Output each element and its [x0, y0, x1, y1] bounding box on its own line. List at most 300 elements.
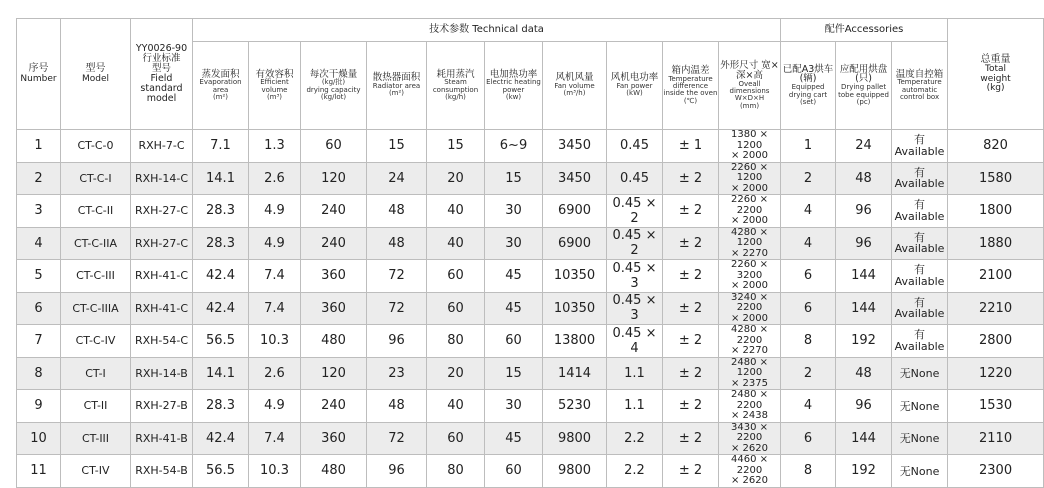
control-box-status: 无None [899, 432, 940, 446]
cell-temperature-control-box [892, 227, 948, 260]
cell-model: CT-C-0 [61, 130, 131, 163]
col-cn: 电加热功率 [489, 68, 538, 80]
dimension-line: 3240 × 2200 [731, 291, 769, 313]
table-row [17, 357, 1044, 390]
cell-radiator-area: 72 [367, 260, 427, 293]
col-unit: (m²) [212, 93, 229, 102]
cell-overall-dimensions [719, 195, 781, 228]
cell-field-standard-model: RXH-41-B [131, 422, 193, 455]
cell-number: 5 [17, 260, 61, 293]
control-box-status: 有 [914, 328, 926, 342]
cell-field-standard-model: RXH-54-B [131, 455, 193, 488]
cell-field-standard-model: RXH-27-B [131, 390, 193, 423]
cell-radiator-area: 96 [367, 455, 427, 488]
cell-radiator-area: 48 [367, 195, 427, 228]
cell-number: 1 [17, 130, 61, 163]
cell-drying-capacity: 360 [301, 260, 367, 293]
control-box-status: 有 [914, 165, 926, 179]
cell-electric-heating-power: 15 [485, 162, 543, 195]
header-weight-en1: Total [985, 64, 1007, 75]
header-std-en3: model [146, 92, 177, 104]
cell-total-weight: 2300 [948, 455, 1044, 488]
dimension-line: × 2000 [731, 182, 769, 194]
cell-number: 3 [17, 195, 61, 228]
table-row [17, 227, 1044, 260]
cell-temperature-difference: ± 2 [663, 292, 719, 325]
cell-evaporation-area: 56.5 [193, 325, 249, 358]
cell-temperature-difference: ± 2 [663, 455, 719, 488]
cell-model: CT-III [61, 422, 131, 455]
col-en: drying capacity [306, 85, 361, 94]
col-en: Fan volume [554, 82, 595, 91]
cell-drying-capacity: 240 [301, 227, 367, 260]
cell-drying-pallet: 24 [836, 130, 892, 163]
header-model [61, 19, 131, 130]
control-box-status-en: Available [894, 274, 945, 288]
cell-drying-capacity: 60 [301, 130, 367, 163]
cell-equipped-drying-cart: 4 [781, 390, 836, 423]
cell-steam-consumption: 60 [427, 292, 485, 325]
cell-evaporation-area: 42.4 [193, 292, 249, 325]
cell-fan-volume: 13800 [543, 325, 607, 358]
cell-total-weight: 1800 [948, 195, 1044, 228]
cell-number: 8 [17, 357, 61, 390]
dimension-line: 2260 × 3200 [731, 259, 769, 281]
cell-electric-heating-power: 30 [485, 195, 543, 228]
col-unit: (pc) [856, 98, 871, 107]
cell-fan-power: 0.45 × 3 [607, 260, 663, 293]
cell-total-weight: 1880 [948, 227, 1044, 260]
header-weight-cn: 总重量 [980, 53, 1011, 65]
header-drying-pallet [836, 42, 892, 130]
cell-equipped-drying-cart: 4 [781, 227, 836, 260]
cell-drying-pallet: 192 [836, 325, 892, 358]
cell-equipped-drying-cart: 2 [781, 162, 836, 195]
cell-model: CT-IV [61, 455, 131, 488]
control-box-status: 有 [914, 133, 926, 147]
col-en: Radiator area [372, 82, 421, 91]
spec-table-container [16, 18, 1013, 488]
cell-temperature-control-box [892, 357, 948, 390]
control-box-status: 有 [914, 230, 926, 244]
cell-efficient-volume: 4.9 [249, 390, 301, 423]
cell-steam-consumption: 80 [427, 325, 485, 358]
col-en: Oveall dimensions W×D×H [729, 79, 770, 103]
cell-overall-dimensions [719, 325, 781, 358]
control-box-status-en: Available [894, 209, 945, 223]
cell-fan-power: 1.1 [607, 390, 663, 423]
col-en: Electric heating power [486, 78, 541, 94]
cell-equipped-drying-cart: 8 [781, 325, 836, 358]
cell-electric-heating-power: 60 [485, 325, 543, 358]
cell-evaporation-area: 14.1 [193, 357, 249, 390]
cell-number: 2 [17, 162, 61, 195]
col-cn: 已配A3烘车(辆) [782, 63, 834, 85]
col-cn: 风机风量 [555, 72, 594, 84]
header-weight-en2: weight [980, 73, 1011, 84]
header-equipped-drying-cart [781, 42, 836, 130]
cell-fan-volume: 9800 [543, 455, 607, 488]
header-std-cn1: 行业标准 [142, 53, 181, 65]
cell-efficient-volume: 2.6 [249, 357, 301, 390]
cell-field-standard-model: RXH-54-C [131, 325, 193, 358]
cell-drying-capacity: 360 [301, 422, 367, 455]
cell-drying-capacity: 120 [301, 357, 367, 390]
cell-temperature-difference: ± 2 [663, 390, 719, 423]
cell-radiator-area: 96 [367, 325, 427, 358]
col-en: Efficient volume [260, 78, 289, 94]
cell-fan-power: 2.2 [607, 455, 663, 488]
col-cn: 散热器面积 [372, 72, 421, 84]
header-model-en: Model [81, 73, 110, 84]
header-fan-power [607, 42, 663, 130]
cell-overall-dimensions [719, 130, 781, 163]
control-box-status-en: Available [894, 242, 945, 256]
cell-temperature-control-box [892, 325, 948, 358]
cell-efficient-volume: 10.3 [249, 325, 301, 358]
table-row [17, 260, 1044, 293]
header-fan-volume [543, 42, 607, 130]
cell-radiator-area: 48 [367, 227, 427, 260]
cell-fan-volume: 9800 [543, 422, 607, 455]
cell-model: CT-C-I [61, 162, 131, 195]
cell-fan-volume: 10350 [543, 260, 607, 293]
cell-evaporation-area: 56.5 [193, 455, 249, 488]
table-row [17, 325, 1044, 358]
cell-overall-dimensions [719, 455, 781, 488]
header-overall-dimensions [719, 42, 781, 130]
cell-temperature-difference: ± 2 [663, 162, 719, 195]
cell-fan-volume: 10350 [543, 292, 607, 325]
cell-field-standard-model: RXH-41-C [131, 292, 193, 325]
cell-equipped-drying-cart: 1 [781, 130, 836, 163]
cell-steam-consumption: 40 [427, 227, 485, 260]
control-box-status: 有 [914, 198, 926, 212]
col-en: Drying pallet tobe equipped [838, 83, 889, 99]
header-number-en: Number [20, 73, 57, 84]
cell-electric-heating-power: 30 [485, 227, 543, 260]
control-box-status-en: Available [894, 177, 945, 191]
cell-model: CT-C-IIA [61, 227, 131, 260]
cell-steam-consumption: 80 [427, 455, 485, 488]
cell-number: 6 [17, 292, 61, 325]
header-radiator-area [367, 42, 427, 130]
cell-fan-power: 0.45 [607, 130, 663, 163]
cell-radiator-area: 48 [367, 390, 427, 423]
cell-steam-consumption: 20 [427, 357, 485, 390]
cell-electric-heating-power: 30 [485, 390, 543, 423]
cell-number: 4 [17, 227, 61, 260]
col-en: Equipped drying cart [788, 83, 828, 99]
cell-model: CT-I [61, 357, 131, 390]
cell-temperature-difference: ± 2 [663, 260, 719, 293]
dimension-line: × 2438 [731, 410, 769, 421]
dimension-line: 4460 × 2200 [731, 454, 769, 476]
cell-electric-heating-power: 45 [485, 292, 543, 325]
cell-evaporation-area: 7.1 [193, 130, 249, 163]
cell-temperature-difference: ± 1 [663, 130, 719, 163]
header-evaporation-area [193, 42, 249, 130]
cell-temperature-difference: ± 2 [663, 325, 719, 358]
cell-field-standard-model: RXH-27-C [131, 195, 193, 228]
dimension-line: 4280 × 1200 [731, 226, 769, 248]
col-en: Fan power [616, 82, 653, 91]
cell-drying-pallet: 96 [836, 227, 892, 260]
cell-radiator-area: 15 [367, 130, 427, 163]
cell-total-weight: 2800 [948, 325, 1044, 358]
cell-total-weight: 820 [948, 130, 1044, 163]
cell-total-weight: 1530 [948, 390, 1044, 423]
col-cn: 温度自控箱 [895, 68, 944, 80]
col-unit: (℃) [683, 96, 698, 105]
table-row [17, 292, 1044, 325]
control-box-status: 无None [899, 367, 940, 381]
cell-drying-pallet: 144 [836, 292, 892, 325]
cell-number: 10 [17, 422, 61, 455]
cell-total-weight: 2210 [948, 292, 1044, 325]
control-box-status: 有 [914, 295, 926, 309]
col-cn: 外形尺寸 宽×深×高 [720, 59, 779, 81]
cell-temperature-control-box [892, 130, 948, 163]
col-unit: (mm) [739, 101, 760, 110]
cell-drying-pallet: 96 [836, 390, 892, 423]
control-box-status: 无None [899, 464, 940, 478]
cell-evaporation-area: 28.3 [193, 195, 249, 228]
cell-efficient-volume: 4.9 [249, 227, 301, 260]
header-total-weight [948, 19, 1044, 130]
cell-number: 7 [17, 325, 61, 358]
cell-equipped-drying-cart: 6 [781, 292, 836, 325]
cell-temperature-difference: ± 2 [663, 227, 719, 260]
col-unit: (kW) [626, 89, 643, 98]
col-unit: (m³/h) [563, 89, 586, 98]
cell-fan-power: 0.45 [607, 162, 663, 195]
dimension-line: 1380 × 1200 [731, 129, 769, 151]
cell-drying-pallet: 48 [836, 357, 892, 390]
header-accessories: 配件Accessories [781, 19, 948, 42]
cell-fan-volume: 1414 [543, 357, 607, 390]
cell-electric-heating-power: 15 [485, 357, 543, 390]
cell-field-standard-model: RXH-27-C [131, 227, 193, 260]
header-temperature-control-box [892, 42, 948, 130]
cell-efficient-volume: 7.4 [249, 260, 301, 293]
cell-efficient-volume: 7.4 [249, 422, 301, 455]
cell-evaporation-area: 28.3 [193, 227, 249, 260]
cell-overall-dimensions [719, 422, 781, 455]
header-drying-capacity [301, 42, 367, 130]
col-cn: 有效容积 [255, 68, 294, 80]
cell-efficient-volume: 2.6 [249, 162, 301, 195]
cell-evaporation-area: 42.4 [193, 422, 249, 455]
col-cn: 耗用蒸汽 [436, 68, 475, 80]
cell-drying-capacity: 120 [301, 162, 367, 195]
cell-equipped-drying-cart: 6 [781, 260, 836, 293]
cell-fan-volume: 3450 [543, 162, 607, 195]
col-unit: (kw) [505, 93, 522, 102]
dimension-line: × 2270 [731, 247, 769, 259]
cell-steam-consumption: 40 [427, 390, 485, 423]
cell-electric-heating-power: 45 [485, 422, 543, 455]
cell-radiator-area: 23 [367, 357, 427, 390]
cell-evaporation-area: 42.4 [193, 260, 249, 293]
cell-fan-volume: 6900 [543, 195, 607, 228]
cell-model: CT-II [61, 390, 131, 423]
cell-efficient-volume: 4.9 [249, 195, 301, 228]
header-temperature-difference [663, 42, 719, 130]
cell-total-weight: 1580 [948, 162, 1044, 195]
col-cn: 箱内温差 [671, 64, 710, 76]
col-en: Steam consumption [432, 78, 479, 94]
cell-efficient-volume: 7.4 [249, 292, 301, 325]
cell-overall-dimensions [719, 162, 781, 195]
col-unit: (kg/lot) [320, 93, 347, 102]
cell-radiator-area: 72 [367, 292, 427, 325]
col-unit: (m³) [266, 93, 283, 102]
cell-overall-dimensions [719, 390, 781, 423]
cell-fan-volume: 3450 [543, 130, 607, 163]
cell-drying-pallet: 192 [836, 455, 892, 488]
col-unit: (m²) [388, 89, 405, 98]
cell-model: CT-C-II [61, 195, 131, 228]
cell-model: CT-C-IIIA [61, 292, 131, 325]
cell-temperature-control-box [892, 260, 948, 293]
col-en: Temperature automatic control box [897, 78, 942, 102]
cell-number: 11 [17, 455, 61, 488]
cell-overall-dimensions [719, 357, 781, 390]
cell-fan-power: 0.45 × 4 [607, 325, 663, 358]
cell-temperature-control-box [892, 422, 948, 455]
cell-temperature-difference: ± 2 [663, 422, 719, 455]
dimension-line: 4280 × 2200 [731, 324, 769, 346]
table-row [17, 162, 1044, 195]
cell-steam-consumption: 60 [427, 422, 485, 455]
cell-field-standard-model: RXH-41-C [131, 260, 193, 293]
cell-temperature-difference: ± 2 [663, 195, 719, 228]
col-cn: 风机电功率 [610, 72, 659, 84]
cell-fan-power: 2.2 [607, 422, 663, 455]
dimension-line: 3430 × 2200 [731, 421, 769, 443]
cell-steam-consumption: 60 [427, 260, 485, 293]
col-en: Temperature difference inside the oven [663, 74, 718, 98]
cell-overall-dimensions [719, 227, 781, 260]
col-cn: 每次干燥量 [309, 68, 358, 80]
cell-equipped-drying-cart: 8 [781, 455, 836, 488]
header-std-cn2: 型号 [151, 63, 171, 75]
header-number-cn: 序号 [28, 63, 49, 75]
header-std-en2: standard [140, 82, 183, 94]
cell-fan-power: 0.45 × 3 [607, 292, 663, 325]
cell-temperature-control-box [892, 455, 948, 488]
dimension-line: 2480 × 2200 [731, 389, 769, 411]
dimension-line: 2480 × 1200 [731, 356, 769, 378]
dimension-line: × 2270 [731, 345, 769, 356]
cell-fan-power: 1.1 [607, 357, 663, 390]
cell-temperature-control-box [892, 162, 948, 195]
cell-fan-volume: 6900 [543, 227, 607, 260]
cell-equipped-drying-cart: 2 [781, 357, 836, 390]
cell-overall-dimensions [719, 292, 781, 325]
cell-drying-capacity: 240 [301, 390, 367, 423]
dimension-line: × 2000 [731, 312, 769, 324]
table-row [17, 390, 1044, 423]
dimension-line: × 2375 [731, 377, 769, 389]
control-box-status: 有 [914, 263, 926, 277]
col-en: Evaporation area [199, 78, 242, 94]
header-electric-heating-power [485, 42, 543, 130]
cell-efficient-volume: 10.3 [249, 455, 301, 488]
dimension-line: × 2000 [731, 215, 769, 226]
cell-steam-consumption: 20 [427, 162, 485, 195]
control-box-status: 无None [899, 399, 940, 413]
col-cn: 蒸发面积 [201, 68, 240, 80]
cell-electric-heating-power: 60 [485, 455, 543, 488]
cell-drying-capacity: 360 [301, 292, 367, 325]
cell-electric-heating-power: 6~9 [485, 130, 543, 163]
cell-model: CT-C-III [61, 260, 131, 293]
control-box-status-en: Available [894, 144, 945, 158]
cell-equipped-drying-cart: 4 [781, 195, 836, 228]
cell-temperature-difference: ± 2 [663, 357, 719, 390]
cell-steam-consumption: 15 [427, 130, 485, 163]
col-unit: (set) [799, 98, 817, 107]
cell-temperature-control-box [892, 390, 948, 423]
cell-electric-heating-power: 45 [485, 260, 543, 293]
header-model-cn: 型号 [85, 63, 106, 75]
cell-drying-pallet: 96 [836, 195, 892, 228]
cell-radiator-area: 72 [367, 422, 427, 455]
header-std-code: YY0026-90 [135, 43, 188, 55]
cell-number: 9 [17, 390, 61, 423]
header-std-en1: Field [150, 73, 173, 84]
spec-table [16, 18, 1044, 488]
dimension-line: × 2000 [731, 280, 769, 291]
cell-drying-pallet: 144 [836, 422, 892, 455]
dimension-line: 2260 × 1200 [731, 161, 769, 183]
cell-drying-capacity: 240 [301, 195, 367, 228]
table-row [17, 422, 1044, 455]
cell-field-standard-model: RXH-14-C [131, 162, 193, 195]
cell-evaporation-area: 14.1 [193, 162, 249, 195]
dimension-line: 2260 × 2200 [731, 194, 769, 216]
cell-drying-pallet: 48 [836, 162, 892, 195]
cell-drying-capacity: 480 [301, 325, 367, 358]
cell-fan-power: 0.45 × 2 [607, 227, 663, 260]
col-unit: (kg/h) [445, 93, 466, 102]
cell-efficient-volume: 1.3 [249, 130, 301, 163]
dimension-line: × 2620 [731, 442, 769, 454]
header-steam-consumption [427, 42, 485, 130]
control-box-status-en: Available [894, 339, 945, 353]
cell-steam-consumption: 40 [427, 195, 485, 228]
cell-drying-pallet: 144 [836, 260, 892, 293]
cell-evaporation-area: 28.3 [193, 390, 249, 423]
cell-model: CT-C-IV [61, 325, 131, 358]
cell-fan-volume: 5230 [543, 390, 607, 423]
dimension-line: × 2000 [731, 150, 769, 161]
cell-overall-dimensions [719, 260, 781, 293]
cell-temperature-control-box [892, 195, 948, 228]
cell-total-weight: 1220 [948, 357, 1044, 390]
cell-fan-power: 0.45 × 2 [607, 195, 663, 228]
dimension-line: × 2620 [731, 475, 769, 486]
header-technical-data: 技术参数 Technical data [193, 19, 781, 42]
table-row [17, 455, 1044, 488]
cell-field-standard-model: RXH-14-B [131, 357, 193, 390]
header-weight-unit: (kg) [986, 82, 1005, 93]
cell-total-weight: 2100 [948, 260, 1044, 293]
spec-table-body [17, 130, 1044, 488]
header-efficient-volume [249, 42, 301, 130]
